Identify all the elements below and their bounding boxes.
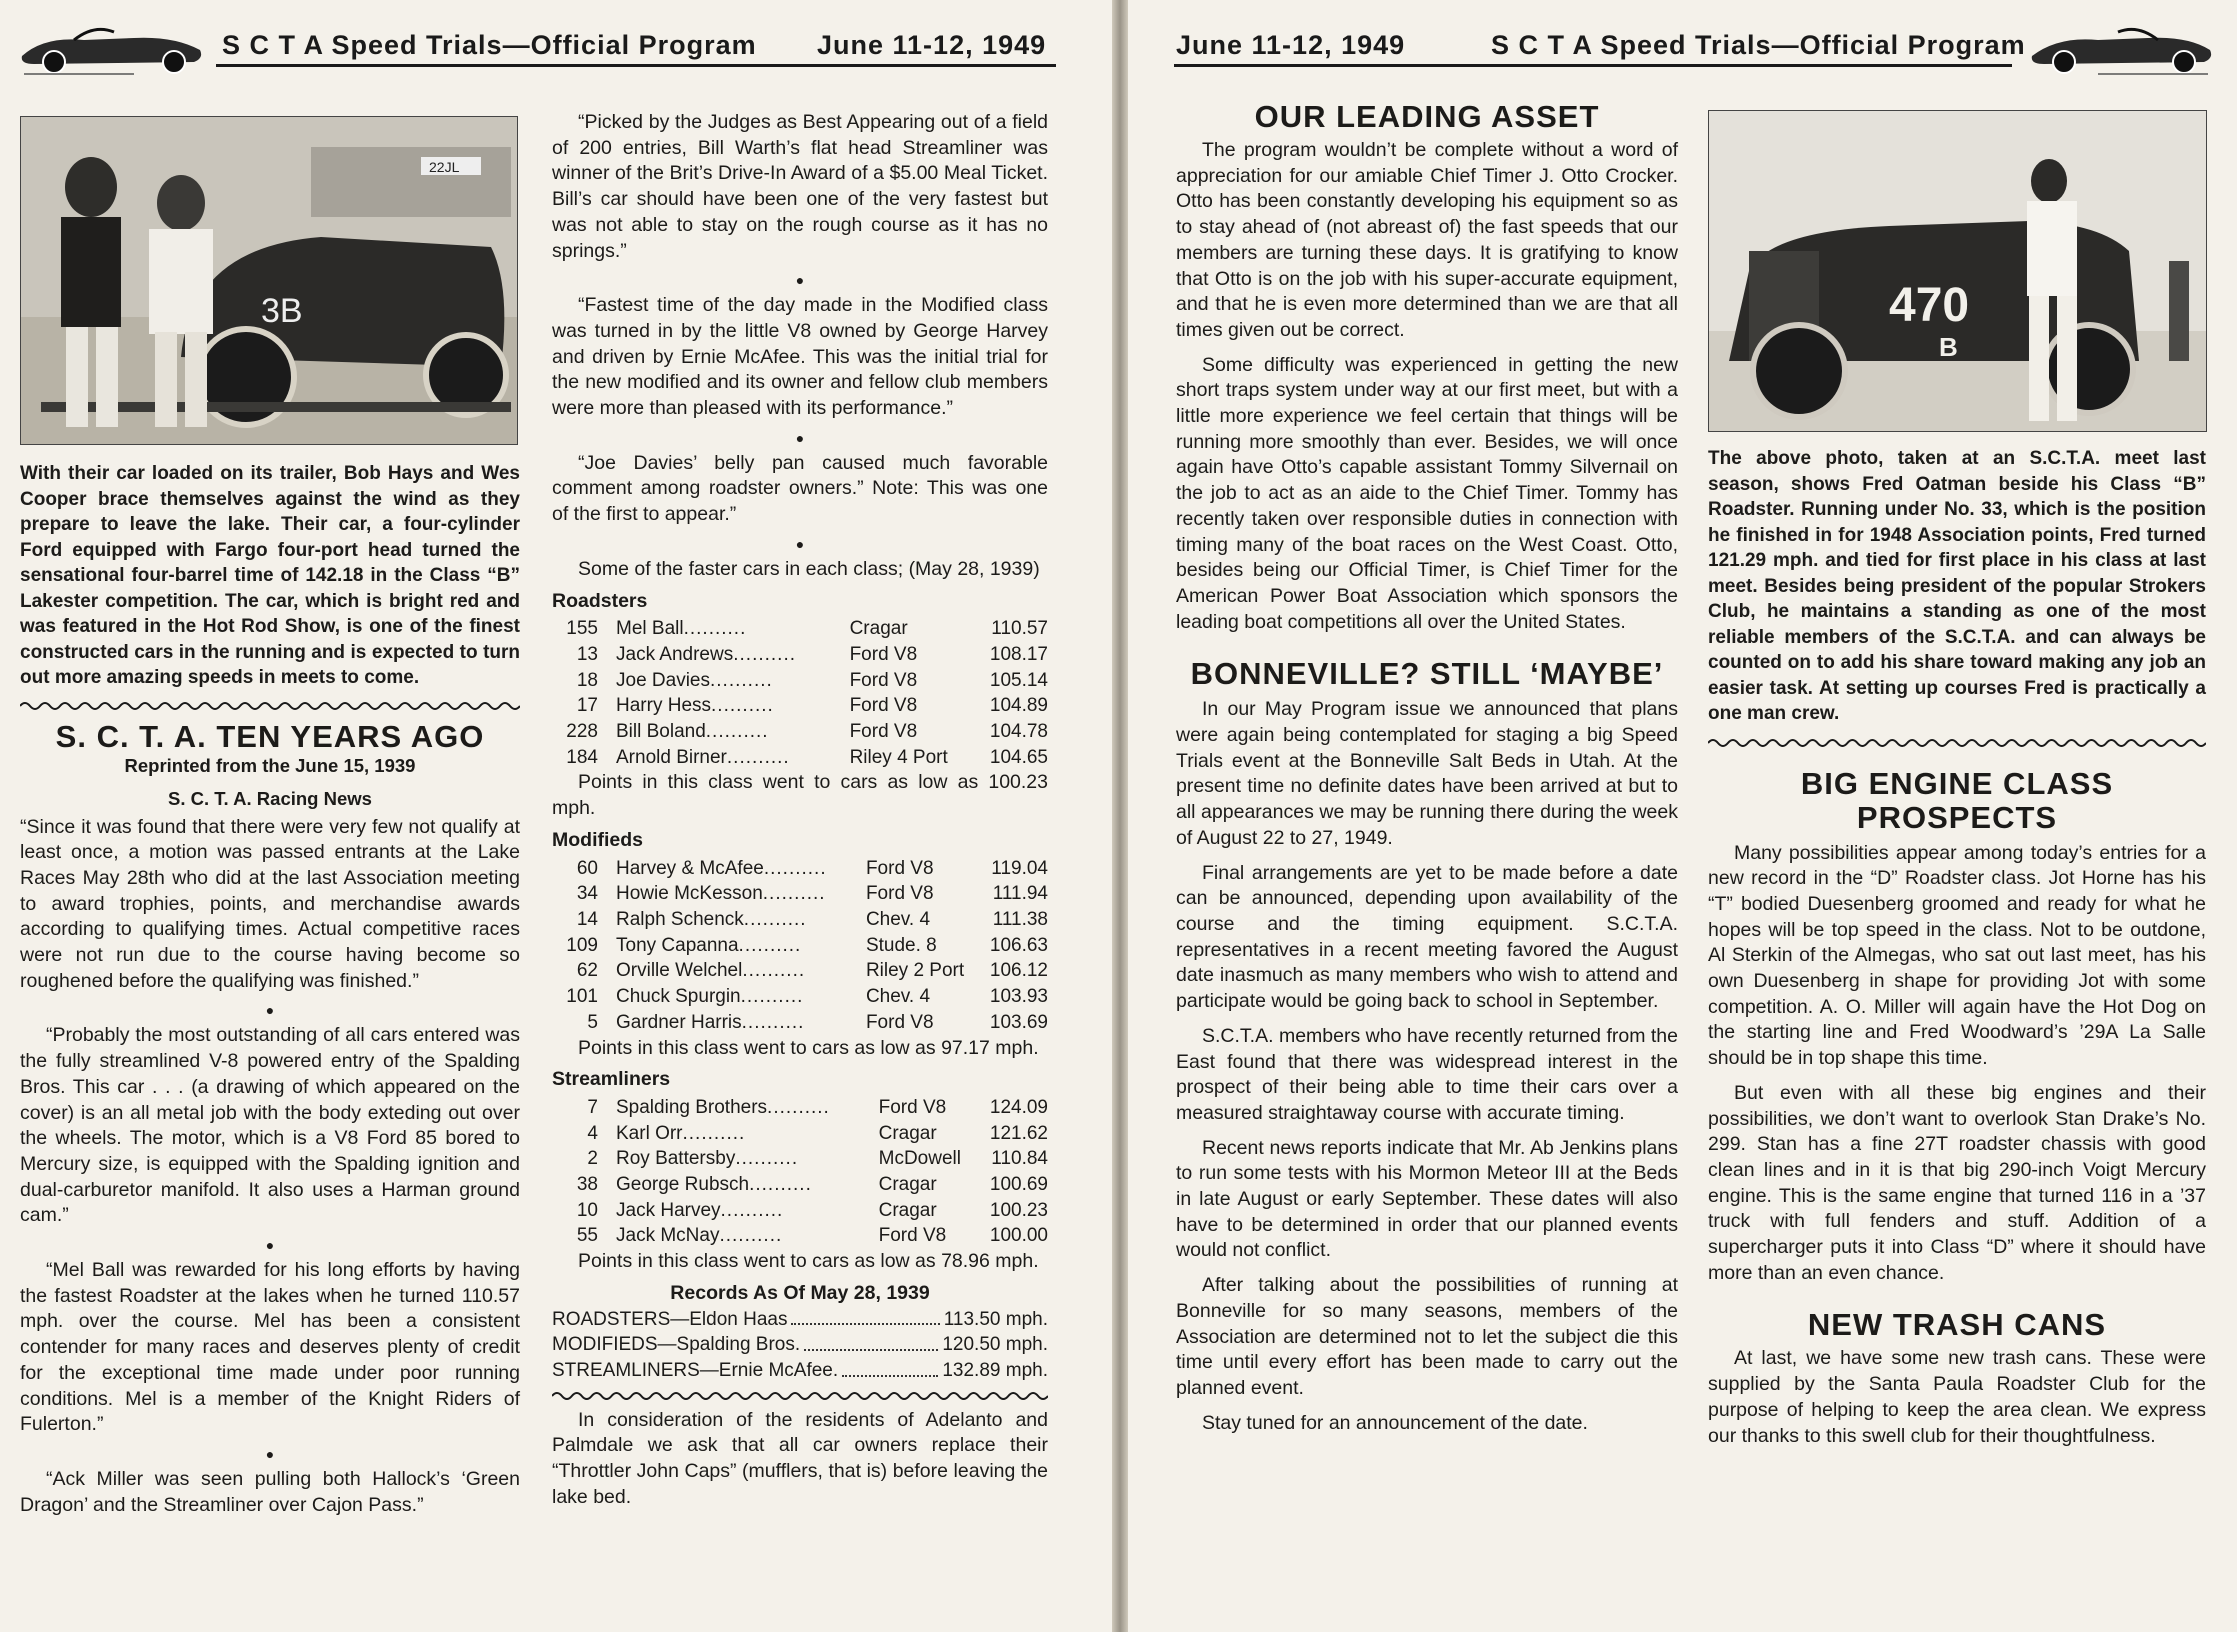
- bullet-ornament: ●: [795, 535, 805, 552]
- car-number-cell: 2: [587, 1148, 598, 1170]
- right-column-1: [1176, 100, 1678, 1445]
- big-engine-paragraph-2: But even with all these big engines and their possibilities, we don’t want to overlook Stan Drake’s No. 299. Stan has a fine 27T roadster chassis with good clean lines and in it is that big 290-inch Voigt Mercury engine. This is the same engine that turned 116 in a ’37 truck with full fenders and stuff. Addition of a supercharger puts it into Class “D” where it should have more than an even chance.: [1708, 1081, 2206, 1284]
- dot-leader: ..........: [720, 1199, 784, 1221]
- car-number-cell: 184: [566, 746, 598, 768]
- dot-leader: ..........: [743, 908, 807, 930]
- speed-cell: 103.93: [989, 986, 1048, 1008]
- records-list: [552, 1307, 1048, 1384]
- car-number-cell: 62: [576, 960, 598, 982]
- speed-cell: 104.78: [989, 721, 1048, 743]
- car-number-cell: 14: [576, 908, 598, 930]
- car-number-cell: 4: [587, 1122, 598, 1144]
- driver-cell: Jack Harvey..........: [616, 1199, 784, 1221]
- driver-cell: Gardner Harris..........: [616, 1011, 805, 1033]
- engine-cell: Ford V8: [849, 643, 918, 665]
- car-class: B: [1939, 332, 1958, 362]
- engine-cell: Ford V8: [865, 883, 934, 905]
- driver-cell: Mel Ball..........: [616, 618, 747, 640]
- car-number-cell: 7: [587, 1096, 598, 1118]
- photo-caption: The above photo, taken at an S.C.T.A. meet last season, shows Fred Oatman beside his Class “B” Roadster. Running under No. 33, which is the position he finished in for 1948 Association points, Fred turned 121.29 mph. and tied for first place in his class at last meet. Besides being president of the popular Strokers Club, he maintains a standing as one of the most reliable members of the S.C.T.A. and can always be counted on to add his share toward making any job an easier task. At setting up courses Fred is practically a one man crew.: [1708, 448, 2206, 724]
- header-rule: [1174, 64, 2012, 67]
- records-title: Records As Of May 28, 1939: [670, 1281, 930, 1304]
- col2-paragraph-1: “Picked by the Judges as Best Appearing out of a field of 200 entries, Bill Warth’s flat head Streamliner was winner of the Brit’s Drive-In Award of a $5.00 Meal Ticket. Bill’s car should have been one of the very fastest but was not able to stay on the rough course as it has no springs.”: [552, 111, 1048, 262]
- car-number-cell: 5: [587, 1011, 598, 1033]
- dot-leader: ..........: [705, 721, 769, 743]
- trailer-plate: 22JL: [429, 159, 460, 175]
- header-date: June 11-12, 1949: [1176, 30, 1406, 60]
- driver-cell: Roy Battersby..........: [616, 1148, 799, 1170]
- left-column-1: [20, 461, 520, 1527]
- driver-cell: Arnold Birner..........: [616, 746, 790, 768]
- speed-cell: 100.23: [989, 1199, 1048, 1221]
- car-number-cell: 34: [576, 883, 598, 905]
- big-engine-title-2: PROSPECTS: [1856, 799, 2058, 835]
- engine-cell: Cragar: [849, 618, 908, 640]
- record-label: ROADSTERS—Eldon Haas: [552, 1308, 788, 1330]
- driver-cell: Jack Andrews..........: [616, 643, 797, 665]
- table-row: [552, 958, 1048, 984]
- table-row: [552, 745, 1048, 771]
- class-heading: Streamliners: [552, 1068, 671, 1091]
- driver-cell: Harvey & McAfee..........: [616, 857, 827, 879]
- engine-cell: Ford V8: [865, 1011, 934, 1033]
- car-number-cell: 17: [576, 695, 598, 717]
- class-heading: Roadsters: [552, 589, 648, 612]
- table-row: [552, 933, 1048, 959]
- table-row: [552, 1223, 1048, 1249]
- speed-cell: 100.69: [989, 1174, 1048, 1196]
- bullet-ornament: ●: [265, 1002, 275, 1019]
- book-gutter: [1112, 0, 1128, 1632]
- asset-paragraph-2: Some difficulty was experienced in getting the new short traps system under way at our first meet, but with a little more experience we feel certain that things will be running more smoothly than ever. Besides, we will once again have Otto’s capable assistant Tommy Silvernail on the job to act as an aide to the Chief Timer. Tommy has recently taken over responsible duties in connection with timing many of the boat races on the West Coast. Otto, besides being our Official Timer, is Chief Timer for the American Power Boat Association which sponsors the leading boat competitions all over the United States.: [1176, 353, 1678, 633]
- results-table: [552, 616, 1048, 770]
- dot-leader: ..........: [762, 883, 826, 905]
- speed-cell: 104.89: [989, 695, 1048, 717]
- speed-cell: 106.12: [989, 960, 1048, 982]
- ten-years-paragraph-1: “Since it was found that there were very few not qualify at least once, a motion was passed entrants at the Lake Races May 28th who did at the last Association meeting to award trophies, points, and merchandise awards according to qualifying times. Actual competitive races were not run due to the course having become so roughened before the qualifying was finished.”: [20, 815, 520, 992]
- record-label: MODIFIEDS—Spalding Bros.: [552, 1334, 801, 1356]
- ten-years-source: S. C. T. A. Racing News: [168, 787, 372, 809]
- engine-cell: Riley 4 Port: [849, 746, 948, 768]
- table-row: [552, 642, 1048, 668]
- car-number-cell: 60: [576, 857, 598, 879]
- ten-years-paragraph-4: “Ack Miller was seen pulling both Hallock’s ‘Green Dragon’ and the Streamliner over Cajon Pass.”: [20, 1467, 520, 1516]
- table-row: [552, 1172, 1048, 1198]
- driver-cell: Howie McKesson..........: [616, 883, 826, 905]
- speed-cell: 106.63: [989, 934, 1048, 956]
- header-rule: [216, 64, 1056, 67]
- dot-leader: ..........: [749, 1174, 812, 1196]
- engine-cell: Ford V8: [878, 1096, 947, 1118]
- table-row: [552, 984, 1048, 1010]
- table-row: [552, 693, 1048, 719]
- dot-leader: ..........: [741, 1011, 805, 1033]
- driver-cell: George Rubsch..........: [616, 1174, 812, 1196]
- wavy-divider: [552, 1390, 1048, 1402]
- dot-leader: [804, 1332, 938, 1351]
- bonneville-paragraph-3: S.C.T.A. members who have recently returned from the East found that there was widespread interest in the prospect of their being able to time their cars over a measured straightaway course with accurate timing.: [1176, 1024, 1678, 1124]
- speed-cell: 124.09: [989, 1096, 1048, 1118]
- speed-cell: 121.62: [989, 1122, 1048, 1144]
- record-label: STREAMLINERS—Ernie McAfee.: [552, 1359, 839, 1381]
- photo-lakester-trailer: [20, 116, 518, 445]
- photo-oatman-roadster: [1708, 110, 2207, 432]
- driver-cell: Joe Davies..........: [616, 669, 773, 691]
- dot-leader: ..........: [711, 695, 774, 717]
- dot-leader: ..........: [767, 1096, 830, 1118]
- dot-leader: ..........: [742, 960, 806, 982]
- results-intro: Some of the faster cars in each class; (May 28, 1939): [578, 557, 1040, 580]
- driver-cell: Spalding Brothers..........: [616, 1096, 830, 1118]
- dot-leader: ..........: [740, 986, 804, 1008]
- record-row: [552, 1332, 1048, 1358]
- header-title: S C T A Speed Trials—Official Program: [222, 30, 757, 60]
- engine-cell: Ford V8: [849, 721, 918, 743]
- engine-cell: Ford V8: [849, 669, 918, 691]
- bonneville-title: BONNEVILLE? STILL ‘MAYBE’: [1190, 656, 1664, 692]
- ten-years-title: S. C. T. A. TEN YEARS AGO: [55, 718, 485, 754]
- bullet-ornament: ●: [265, 1445, 275, 1462]
- big-engine-title-1: BIG ENGINE CLASS: [1800, 765, 2114, 801]
- hot-rod-car-icon: [14, 22, 214, 78]
- dot-leader: ..........: [719, 1225, 783, 1247]
- dot-leader: [791, 1307, 939, 1326]
- car-number-cell: 228: [566, 721, 598, 743]
- speed-cell: 111.38: [992, 908, 1048, 930]
- driver-cell: Harry Hess..........: [616, 695, 774, 717]
- record-value: 132.89 mph.: [942, 1359, 1048, 1381]
- table-row: [552, 1010, 1048, 1036]
- class-points-note: Points in this class went to cars as low as 97.17 mph.: [578, 1036, 1039, 1059]
- right-page: [1128, 0, 2237, 1632]
- bonneville-paragraph-1: In our May Program issue we announced that plans were again being contemplated for staging a big Speed Trials event at the Bonneville Salt Beds in Utah. At the present time no definite dates have been arrived at but to all appearances we may be running there during the week of August 22 to 27, 1949.: [1176, 698, 1678, 849]
- car-number-cell: 101: [566, 986, 598, 1008]
- table-row: [552, 1121, 1048, 1147]
- engine-cell: Ford V8: [878, 1225, 947, 1247]
- dot-leader: ..........: [682, 1122, 746, 1144]
- table-row: [552, 616, 1048, 642]
- driver-cell: Ralph Schenck..........: [616, 908, 807, 930]
- record-row: [552, 1358, 1048, 1384]
- big-engine-paragraph-1: Many possibilities appear among today’s entries for a new record in the “D” Roadster class. Jot Horne has his “T” bodied Duesenberg groomed and ready for what he hopes will be top speed in the class. Not to be outdone, Al Sterkin of the Almegas, who sat out last meet, has his own Duesenberg in shape for providing Jot with some competition. A. O. Miller will again have the Hot Dog on the starting line and Fred Woodward’s ’29A La Salle should be in top shape this time.: [1708, 841, 2206, 1070]
- engine-cell: Cragar: [878, 1122, 937, 1144]
- engine-cell: Cragar: [878, 1174, 937, 1196]
- record-row: [552, 1307, 1048, 1333]
- wavy-divider: [20, 700, 520, 712]
- speed-cell: 100.00: [989, 1225, 1048, 1247]
- engine-cell: Chev. 4: [865, 908, 931, 930]
- engine-cell: Ford V8: [865, 857, 934, 879]
- bonneville-paragraph-2: Final arrangements are yet to be made before a date can be announced, depending upon availability of the course and the timing equipment. S.C.T.A. representatives in a recent meeting favored the August date inasmuch as many members who wish to attend and participate would be going back to school in September.: [1176, 861, 1678, 1013]
- bullet-ornament: ●: [265, 1237, 275, 1254]
- car-number-cell: 155: [566, 618, 598, 640]
- dot-leader: ..........: [726, 746, 790, 768]
- speed-cell: 108.17: [989, 643, 1048, 665]
- header-date: June 11-12, 1949: [817, 30, 1047, 60]
- car-number-cell: 18: [576, 669, 598, 691]
- col2-paragraph-2: “Fastest time of the day made in the Modified class was turned in by the little V8 owned by George Harvey and driven by Ernie McAfee. This was the initial trial for the new modified and its owner and fellow club members were more than pleased with its performance.”: [552, 294, 1048, 420]
- speed-cell: 119.04: [991, 857, 1048, 879]
- class-points-note: Points in this class went to cars as low as 78.96 mph.: [578, 1250, 1039, 1273]
- dot-leader: ..........: [710, 669, 773, 691]
- car-number: 470: [1889, 279, 1970, 332]
- car-number-cell: 55: [576, 1225, 598, 1247]
- car-number: 3B: [261, 292, 303, 330]
- dot-leader: ..........: [738, 934, 802, 956]
- bonneville-paragraph-6: Stay tuned for an announcement of the date.: [1202, 1411, 1588, 1434]
- speed-cell: 103.69: [989, 1011, 1048, 1033]
- speed-cell: 105.14: [989, 669, 1048, 691]
- closing-paragraph: In consideration of the residents of Adelanto and Palmdale we ask that all car owners replace their “Throttler John Caps” (mufflers, that is) before leaving the lake bed.: [552, 1408, 1048, 1508]
- driver-cell: Karl Orr..........: [616, 1122, 746, 1144]
- trash-cans-title: NEW TRASH CANS: [1807, 1307, 2107, 1343]
- right-column-2: [1708, 446, 2206, 1458]
- wavy-divider: [1708, 737, 2206, 749]
- car-number-cell: 10: [576, 1199, 598, 1221]
- table-row: [552, 1095, 1048, 1121]
- table-row: [552, 907, 1048, 933]
- table-row: [552, 881, 1048, 907]
- speed-cell: 110.57: [991, 618, 1048, 640]
- driver-cell: Bill Boland..........: [616, 721, 769, 743]
- ten-years-paragraph-3: “Mel Ball was rewarded for his long efforts by having the fastest Roadster at the lakes when he turned 110.57 mph. over the course. Mel has been a consistent contender for many races and deserves plenty of credit for the exceptional time made under poor running conditions. Mel is a member of the Knight Riders of Fulerton.”: [20, 1259, 520, 1436]
- driver-cell: Orville Welchel..........: [616, 960, 806, 982]
- results-table: [552, 856, 1048, 1036]
- car-number-cell: 13: [576, 643, 598, 665]
- engine-cell: Riley 2 Port: [865, 960, 965, 982]
- driver-cell: Jack McNay..........: [616, 1225, 783, 1247]
- table-row: [552, 856, 1048, 882]
- engine-cell: McDowell: [878, 1148, 961, 1170]
- driver-cell: Chuck Spurgin..........: [616, 986, 804, 1008]
- speed-cell: 111.94: [992, 883, 1048, 905]
- photo-caption: With their car loaded on its trailer, Bob Hays and Wes Cooper brace themselves against the wind as they prepare to leave the lake. Their car, a four-cylinder Ford equipped with Fargo four-port head turned the sensational four-barrel time of 142.18 in the Class “B” Lakester competition. The car, which is bright red and was featured in the Hot Rod Show, is one of the finest constructed cars in the running and is expected to turn out more amazing speeds in meets to come.: [20, 463, 520, 688]
- table-row: [552, 668, 1048, 694]
- dot-leader: ..........: [735, 1148, 799, 1170]
- engine-cell: Stude. 8: [865, 934, 937, 956]
- bonneville-paragraph-5: After talking about the possibilities of running at Bonneville for so many seasons, members of the Association are determined not to let the subject die this time until every effort has been made to carry out the planned event.: [1176, 1274, 1678, 1399]
- left-page: [0, 0, 1112, 1632]
- bullet-ornament: ●: [795, 272, 805, 289]
- asset-title: OUR LEADING ASSET: [1254, 99, 1600, 134]
- speed-cell: 104.65: [989, 746, 1048, 768]
- dot-leader: ..........: [683, 618, 747, 640]
- results-table: [552, 1095, 1048, 1249]
- record-value: 120.50 mph.: [942, 1334, 1048, 1356]
- ten-years-subtitle: Reprinted from the June 15, 1939: [124, 754, 416, 776]
- left-column-2: [552, 110, 1048, 1519]
- col2-paragraph-3: “Joe Davies’ belly pan caused much favorable comment among roadster owners.” Note: This was one of the first to appear.”: [552, 451, 1048, 526]
- dot-leader: ..........: [763, 857, 827, 879]
- class-points-note: Points in this class went to cars as low as 100.23 mph.: [552, 771, 1048, 820]
- dot-leader: [842, 1358, 938, 1377]
- trash-cans-paragraph: At last, we have some new trash cans. These were supplied by the Santa Paula Roadster Club for the purpose of helping to keep the area clean. We express our thanks to this swell club for their thoughtfulness.: [1708, 1347, 2206, 1447]
- asset-paragraph-1: The program wouldn’t be complete without a word of appreciation for our amiable Chief Timer J. Otto Crocker. Otto has been constantly developing his equipment so as to stay ahead of (not abreast of) the fast speeds that our members are turning these days. It is gratifying to know that Otto is on the job with his super-accurate equipment, and that he is even more determined than we are that all times given out be correct.: [1176, 139, 1678, 341]
- table-row: [552, 719, 1048, 745]
- ten-years-paragraph-2: “Probably the most outstanding of all cars entered was the fully streamlined V-8 powered entry of the Spalding Bros. This car . . . (a drawing of which appeared on the cover) is an all metal job with the body exteding out over the wheels. The motor, which is a V8 Ford 85 bored to Mercury size, is equipped with the Spalding ignition and dual-carburetor manifold. It also uses a Harman ground cam.”: [20, 1024, 520, 1227]
- car-number-cell: 109: [566, 934, 598, 956]
- bonneville-paragraph-4: Recent news reports indicate that Mr. Ab Jenkins plans to run some tests with his Mormon Meteor III at the Beds in late August or early September. These dates will also have to be determined in order that our planned events would not conflict.: [1176, 1136, 1678, 1262]
- results-tables: [552, 589, 1048, 1275]
- engine-cell: Chev. 4: [865, 986, 931, 1008]
- speed-cell: 110.84: [991, 1148, 1048, 1170]
- engine-cell: Cragar: [878, 1199, 937, 1221]
- class-heading: Modifieds: [552, 828, 643, 851]
- driver-cell: Tony Capanna..........: [616, 934, 802, 956]
- table-row: [552, 1146, 1048, 1172]
- engine-cell: Ford V8: [849, 695, 918, 717]
- hot-rod-car-icon: [2018, 22, 2218, 78]
- table-row: [552, 1198, 1048, 1224]
- dot-leader: ..........: [733, 643, 797, 665]
- header-title: S C T A Speed Trials—Official Program: [1491, 30, 2026, 60]
- bullet-ornament: ●: [795, 429, 805, 446]
- record-value: 113.50 mph.: [943, 1308, 1048, 1330]
- car-number-cell: 38: [576, 1174, 598, 1196]
